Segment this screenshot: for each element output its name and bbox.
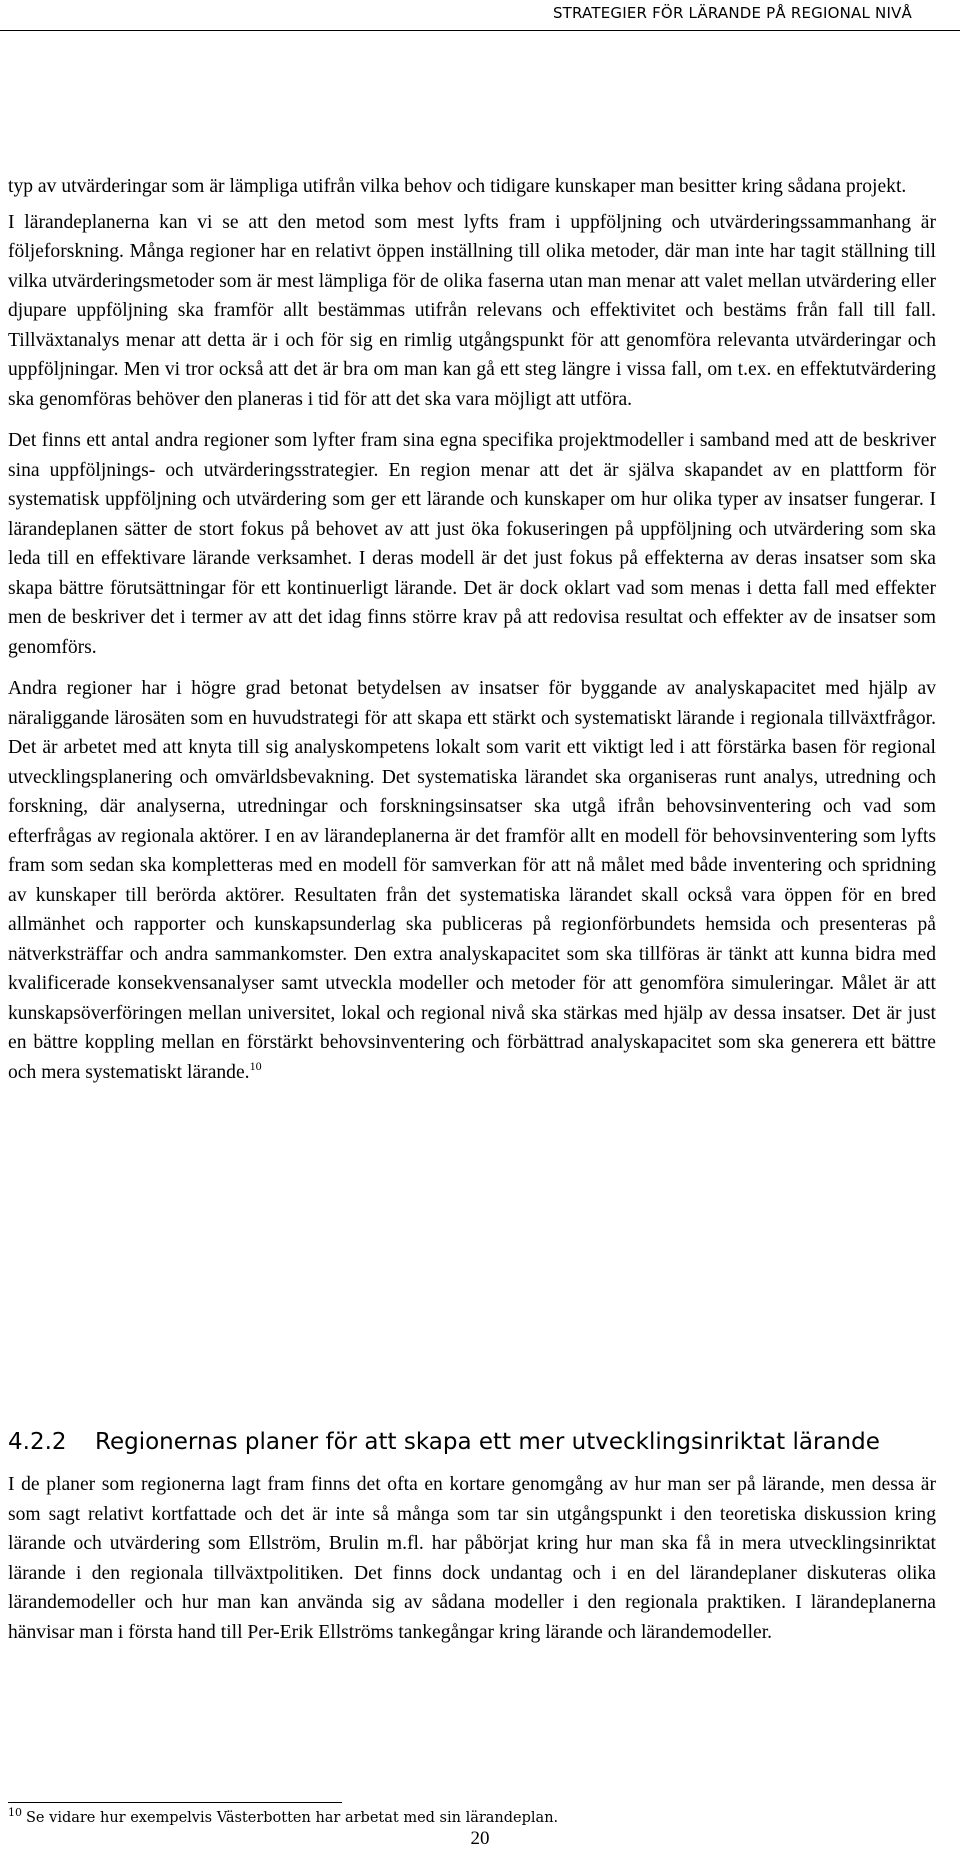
footnote-separator <box>8 1802 342 1803</box>
footnote-mark: 10 <box>8 1806 22 1819</box>
paragraph-2: I lärandeplanerna kan vi se att den metod som mest lyfts fram i uppföljning och utvärderingssammanhang är följeforskning. Många regioner har en relativt öppen inställning till olika metoder, där man inte har tagit ställning till vilka utvärderingsmetoder som är mest lämpliga för de olika faserna utan man menar att valet mellan utvärdering eller djupare uppföljning ska framför allt bestämmas utifrån relevans och effektivitet och bestäms från fall till fall. Tillväxtanalys menar att detta är i och för sig en rimlig utgångspunkt för att genomföra relevanta utvärderingar och uppföljningar. Men vi tror också att det är bra om man kan gå ett steg längre i vissa fall, om t.ex. en effektutvärdering ska genomföras behöver den planeras i tid för att det ska vara möjligt att utföra. <box>8 211 936 410</box>
paragraph-3: Det finns ett antal andra regioner som lyfter fram sina egna specifika projektmodeller i samband med att de beskriver sina uppföljnings- och utvärderingsstrategier. En region menar att det är själva skapandet av en plattform för systematisk uppföljning och utvärdering som ger ett lärande och kunskaper om hur olika typer av insatser fungerar. I lärandeplanen sätter de stort fokus på behovet av att just öka fokuseringen på uppföljning och utvärdering som ska leda till en effektivare lärande verksamhet. I deras modell är det just fokus på effekterna av deras insatser som ska skapa bättre förutsättningar för ett kontinuerligt lärande. Det är dock oklart vad som menas i detta fall med effekter men de beskriver det i termer av att det idag finns större krav på att redovisa resultat och effekter av de insatser som genomförs. <box>8 430 936 658</box>
paragraph-4 <box>8 674 936 1087</box>
body-text-upper <box>8 172 936 1087</box>
section-title: Regionernas planer för att skapa ett mer utvecklingsinriktat lärande <box>95 1429 880 1455</box>
section-heading <box>8 1429 880 1455</box>
body-text-lower <box>8 1470 936 1647</box>
section-number: 4.2.2 <box>8 1429 67 1455</box>
section-paragraph: I de planer som regionerna lagt fram finns det ofta en kortare genomgång av hur man ser på lärande, men dessa är som sagt relativt kortfattade och det är inte så många som tar sin utgångspunkt i den teoretiska diskussion kring lärande och utvärdering som Ellström, Brulin m.fl. har påbörjat kring hur man ska få in mera utvecklingsinriktat lärande i den regionala tillväxtpolitiken. Det finns dock undantag och i en del lärandeplaner diskuteras olika lärandemodeller och hur man kan använda sig av sådana modeller i den regionala praktiken. I lärandeplanerna hänvisar man i första hand till Per-Erik Ellströms tankegångar kring lärande och lärandemodeller. <box>8 1474 936 1643</box>
paragraph-4-text: Andra regioner har i högre grad betonat betydelsen av insatser för byggande av analyskapacitet med hjälp av näraliggande lärosäten som en huvudstrategi för att skapa ett stärkt och systematiskt lärande i regionala tillväxtfrågor. Det är arbetet med att knyta till sig analyskompetens lokalt som varit ett viktigt led i att förstärka basen för regional utvecklingsplanering och omvärldsbevakning. Det systematiska lärandet ska organiseras runt analys, utredning och forskning, där analyserna, utredningar och forskningsinsatser ska utgå ifrån behovsinventering och vad som efterfrågas av regionala aktörer. I en av lärandeplanerna är det framför allt en modell för behovsinventering som lyfts fram som sedan ska kompletteras med en modell för samverkan för att nå målet med både inventering och spridning av kunskaper till berörda aktörer. Resultaten från det systematiska lärandet skall också vara öppen för en bred allmänhet och rapporter och kunskapsunderlag ska publiceras på regionförbundets hemsida och presenteras på nätverksträffar och andra sammankomster. Den extra analyskapacitet som ska tillföras är tänkt att kunna bidra med kvalificerade konsekvensanalyser samt utveckla modeller och metoder för att genomföra simuleringar. Målet är att kunskapsöverföringen mellan universitet, lokal och regional nivå ska stärkas med hjälp av dessa insatser. Det är just en bättre koppling mellan en förstärkt behovsinventering och förbättrad analyskapacitet som ska generera ett bättre och mera systematiskt lärande. <box>8 678 936 1083</box>
paragraph-1: typ av utvärderingar som är lämpliga utifrån vilka behov och tidigare kunskaper man besitter kring sådana projekt. <box>8 176 907 197</box>
running-header: STRATEGIER FÖR LÄRANDE PÅ REGIONAL NIVÅ <box>552 4 912 22</box>
footnote-text: Se vidare hur exempelvis Västerbotten har arbetat med sin lärandeplan. <box>26 1810 559 1826</box>
page-number: 20 <box>470 1828 490 1849</box>
header-rule <box>0 30 960 31</box>
footnote <box>8 1806 559 1826</box>
footnote-reference: 10 <box>249 1058 262 1073</box>
